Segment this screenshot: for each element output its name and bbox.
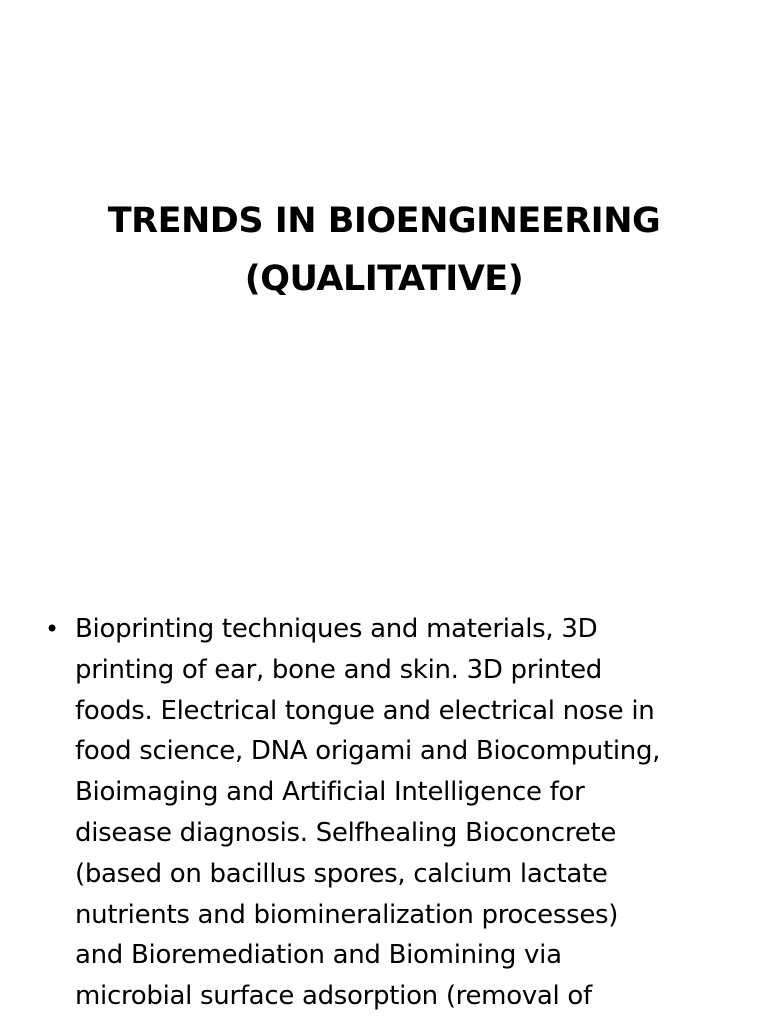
bullet-line-1: Bioprinting techniques and materials, 3D (75, 614, 598, 644)
bullet-line-5: Bioimaging and Artificial Intelligence for (75, 777, 585, 808)
bullet-line-2: printing of ear, bone and skin. 3D printed (75, 654, 603, 685)
bullet-text (75, 609, 735, 1017)
bullet-dot-icon: • (45, 615, 59, 643)
bullet-item (45, 609, 735, 1017)
bullet-line-9: and Bioremediation and Biomining via (75, 940, 562, 971)
bullet-line-4: food science, DNA origami and Biocomputing, (75, 736, 661, 767)
bullet-list (45, 609, 735, 1017)
bullet-line-8: nutrients and biomineralization processes) (75, 899, 619, 930)
slide-title (0, 192, 768, 308)
bullet-line-3: foods. Electrical tongue and electrical nose in (75, 695, 655, 726)
bullet-line-7: (based on bacillus spores, calcium lactate (75, 858, 608, 889)
bullet-line-10: microbial surface adsorption (removal of (75, 981, 592, 1012)
slide-title-line-1: TRENDS IN BIOENGINEERING (107, 201, 661, 241)
bullet-line-6: disease diagnosis. Selfhealing Bioconcrete (75, 817, 617, 848)
slide-title-line-2: (QUALITATIVE) (244, 259, 524, 299)
